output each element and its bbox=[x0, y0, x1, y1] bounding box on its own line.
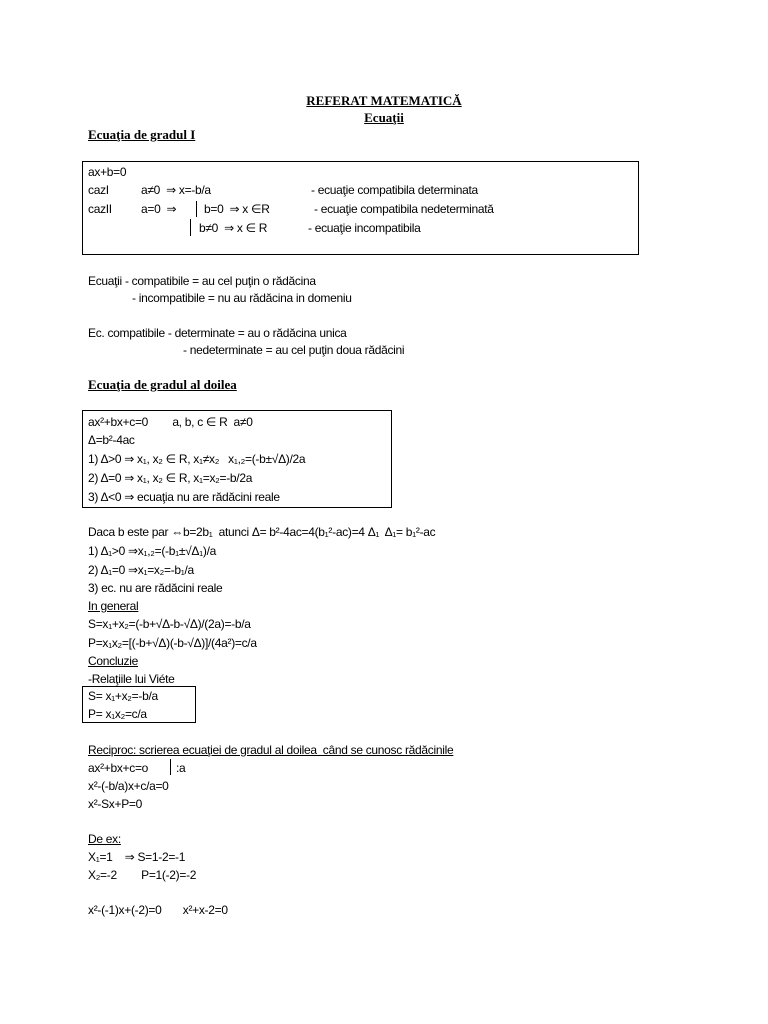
equation-line: ax+b=0 bbox=[88, 165, 127, 179]
viete-sum: S= x₁+x₂=-b/a bbox=[88, 689, 158, 703]
document-title: REFERAT MATEMATICĂ bbox=[306, 93, 462, 108]
in-general-heading: In general bbox=[88, 599, 139, 613]
reciprocal-step3: x²-Sx+P=0 bbox=[88, 797, 142, 811]
divide-bar bbox=[170, 759, 171, 775]
case-delta-negative: 3) Δ<0 ⇒ ecuaţia nu are rădăcini reale bbox=[88, 490, 280, 504]
section-heading-first-degree: Ecuaţia de gradul I bbox=[88, 127, 196, 142]
sum-formula: S=x₁+x₂=(-b+√Δ-b-√Δ)/(2a)=-b/a bbox=[88, 617, 251, 631]
case-delta-positive: 1) Δ>0 ⇒ x₁, x₂ ∈ R, x₁≠x₂ x₁,₂=(-b±√Δ)/2a bbox=[88, 452, 306, 466]
case1-label: cazI bbox=[88, 183, 109, 197]
case2-description2: - ecuaţie incompatibila bbox=[308, 221, 421, 235]
case-delta-zero: 2) Δ=0 ⇒ x₁, x₂ ∈ R, x₁=x₂=-b/2a bbox=[88, 471, 253, 485]
even-b-case2: 2) Δ₁=0 ⇒x₁=x₂=-b₁/a bbox=[88, 563, 194, 577]
definition-compatible: Ecuaţii - compatibile = au cel puţin o rădăcina bbox=[88, 274, 316, 288]
reciprocal-heading: Reciproc: scrierea ecuaţiei de gradul al doilea când se cunosc rădăcinile bbox=[88, 743, 454, 757]
reciprocal-step2: x²-(-b/a)x+c/a=0 bbox=[88, 779, 169, 793]
case2-description1: - ecuaţie compatibila nedeterminată bbox=[314, 202, 494, 216]
quadratic-equation: ax²+bx+c=0 a, b, c ∈ R a≠0 bbox=[88, 415, 253, 429]
case1-description: - ecuaţie compatibila determinata bbox=[311, 183, 478, 197]
case2-sub2: b≠0 ⇒ x ∈ R bbox=[199, 221, 268, 235]
document-subtitle: Ecuaţii bbox=[364, 110, 404, 125]
conclusion-heading: Concluzie bbox=[88, 654, 138, 668]
example-x1: X₁=1 ⇒ S=1-2=-1 bbox=[88, 850, 186, 864]
definition-determinate: Ec. compatibile - determinate = au o rădăcina unica bbox=[88, 326, 347, 340]
second-degree-box bbox=[82, 410, 392, 508]
example-heading: De ex: bbox=[88, 832, 121, 846]
viete-product: P= x₁x₂=c/a bbox=[88, 707, 147, 721]
case2-brace-top bbox=[196, 201, 197, 217]
even-b-case1: 1) Δ₁>0 ⇒x₁,₂=(-b₁±√Δ₁)/a bbox=[88, 544, 216, 558]
case2-brace-bottom bbox=[190, 219, 191, 236]
viete-box bbox=[82, 686, 196, 723]
product-formula: P=x₁x₂=[(-b+√Δ)(-b-√Δ)]/(4a²)=c/a bbox=[88, 636, 257, 650]
discriminant: Δ=b²-4ac bbox=[88, 433, 135, 447]
definition-incompatible: - incompatibile = nu au rădăcina in domeniu bbox=[132, 291, 352, 305]
case2-label: cazII bbox=[88, 202, 112, 216]
definition-indeterminate: - nedeterminate = au cel puţin doua rădăcini bbox=[183, 343, 405, 357]
case2-condition: a=0 ⇒ bbox=[141, 202, 177, 216]
case1-condition: a≠0 ⇒ x=-b/a bbox=[141, 183, 211, 197]
example-result: x²-(-1)x+(-2)=0 x²+x-2=0 bbox=[88, 903, 228, 917]
section-heading-second-degree: Ecuaţia de gradul al doilea bbox=[88, 377, 237, 392]
even-b-case3: 3) ec. nu are rădăcini reale bbox=[88, 581, 223, 595]
case2-sub1: b=0 ⇒ x ∈R bbox=[204, 202, 270, 216]
even-b-line: Daca b este par ⇔b=2b₁ atunci Δ= b²-4ac=4(b₁²-ac)=4 Δ₁ Δ₁= b₁²-ac bbox=[88, 525, 436, 539]
example-x2: X₂=-2 P=1(-2)=-2 bbox=[88, 868, 197, 882]
divide-by-a: :a bbox=[176, 761, 186, 775]
viete-relations: -Relaţiile lui Viéte bbox=[88, 672, 175, 686]
first-degree-box bbox=[82, 161, 639, 255]
reciprocal-equation: ax²+bx+c=o bbox=[88, 761, 149, 775]
